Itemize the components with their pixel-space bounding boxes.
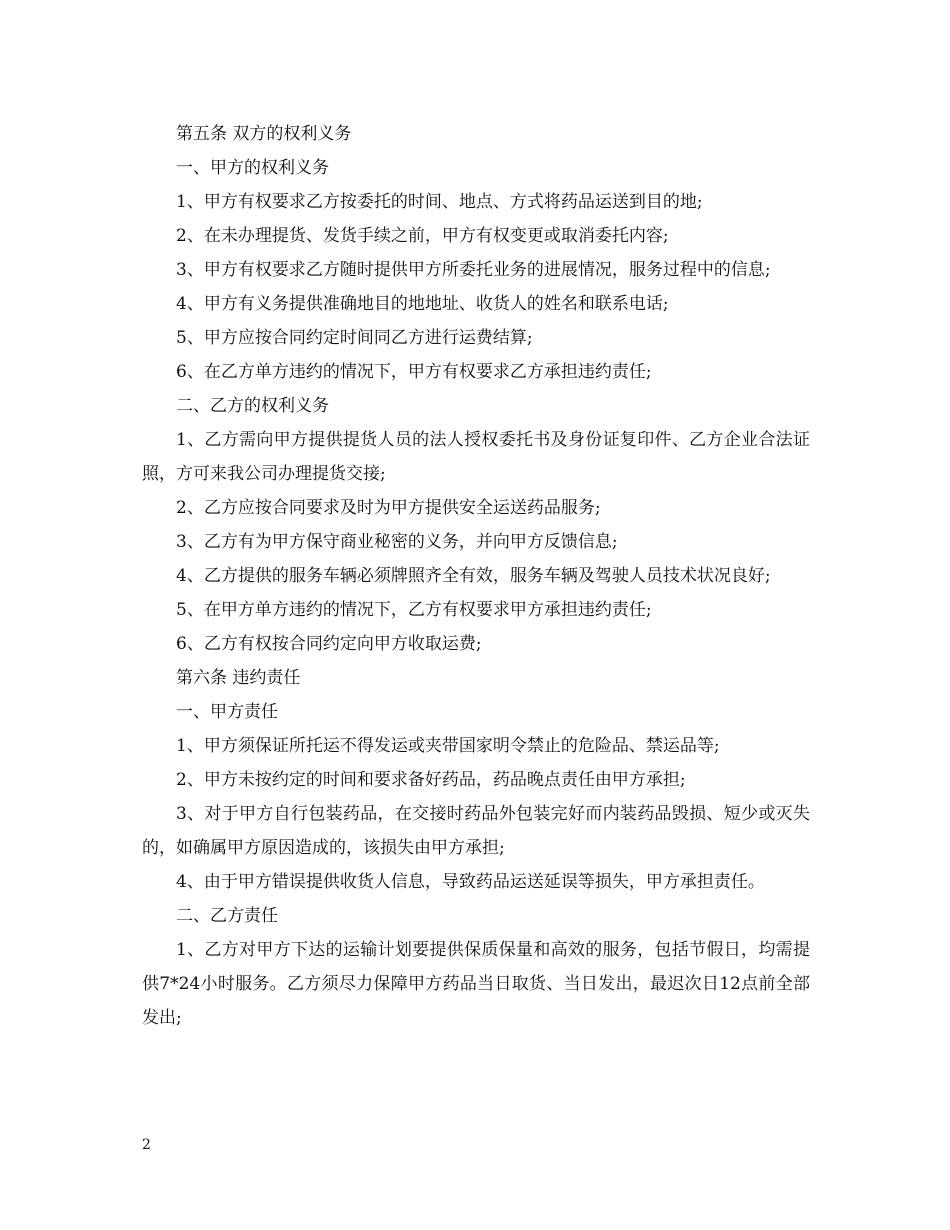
paragraph: 1、乙方需向甲方提供提货人员的法人授权委托书及身份证复印件、乙方企业合法证照，方可来我公司办理提货交接;	[142, 430, 810, 484]
subheading-party-a-liability: 一、甲方责任	[176, 702, 278, 722]
paragraph: 2、乙方应按合同要求及时为甲方提供安全运送药品服务;	[176, 498, 601, 518]
paragraph: 1、甲方有权要求乙方按委托的时间、地点、方式将药品运送到目的地;	[176, 192, 703, 212]
paragraph: 4、由于甲方错误提供收货人信息，导致药品运送延误等损失，甲方承担责任。	[176, 872, 765, 892]
paragraph: 1、甲方须保证所托运不得发运或夹带国家明令禁止的危险品、禁运品等;	[176, 736, 720, 756]
paragraph: 1、乙方对甲方下达的运输计划要提供保质保量和高效的服务，包括节假日，均需提供7*24小时服务。乙方须尽力保障甲方药品当日取货、当日发出，最迟次日12点前全部发出;	[142, 940, 810, 1028]
subheading-party-b-liability: 二、乙方责任	[176, 906, 278, 926]
document-body	[142, 117, 810, 1035]
page-number: 2	[142, 1137, 151, 1153]
subheading-party-b-rights: 二、乙方的权利义务	[176, 396, 329, 416]
paragraph: 6、在乙方单方违约的情况下，甲方有权要求乙方承担违约责任;	[176, 362, 652, 382]
paragraph: 3、甲方有权要求乙方随时提供甲方所委托业务的进展情况，服务过程中的信息;	[176, 260, 771, 280]
paragraph: 3、对于甲方自行包装药品，在交接时药品外包装完好而内装药品毁损、短少或灭失的，如确属甲方原因造成的，该损失由甲方承担;	[142, 804, 810, 858]
paragraph: 2、甲方未按约定的时间和要求备好药品，药品晚点责任由甲方承担;	[176, 770, 686, 790]
paragraph: 5、在甲方单方违约的情况下，乙方有权要求甲方承担违约责任;	[176, 600, 652, 620]
paragraph: 3、乙方有为甲方保守商业秘密的义务，并向甲方反馈信息;	[176, 532, 618, 552]
paragraph: 5、甲方应按合同约定时间同乙方进行运费结算;	[176, 328, 533, 348]
paragraph: 4、甲方有义务提供准确地目的地地址、收货人的姓名和联系电话;	[176, 294, 669, 314]
subheading-party-a-rights: 一、甲方的权利义务	[176, 158, 329, 178]
section-heading-article-6: 第六条 违约责任	[176, 668, 301, 688]
paragraph: 6、乙方有权按合同约定向甲方收取运费;	[176, 634, 482, 654]
paragraph: 4、乙方提供的服务车辆必须牌照齐全有效，服务车辆及驾驶人员技术状况良好;	[176, 566, 771, 586]
paragraph: 2、在未办理提货、发货手续之前，甲方有权变更或取消委托内容;	[176, 226, 669, 246]
section-heading-article-5: 第五条 双方的权利义务	[176, 124, 352, 144]
